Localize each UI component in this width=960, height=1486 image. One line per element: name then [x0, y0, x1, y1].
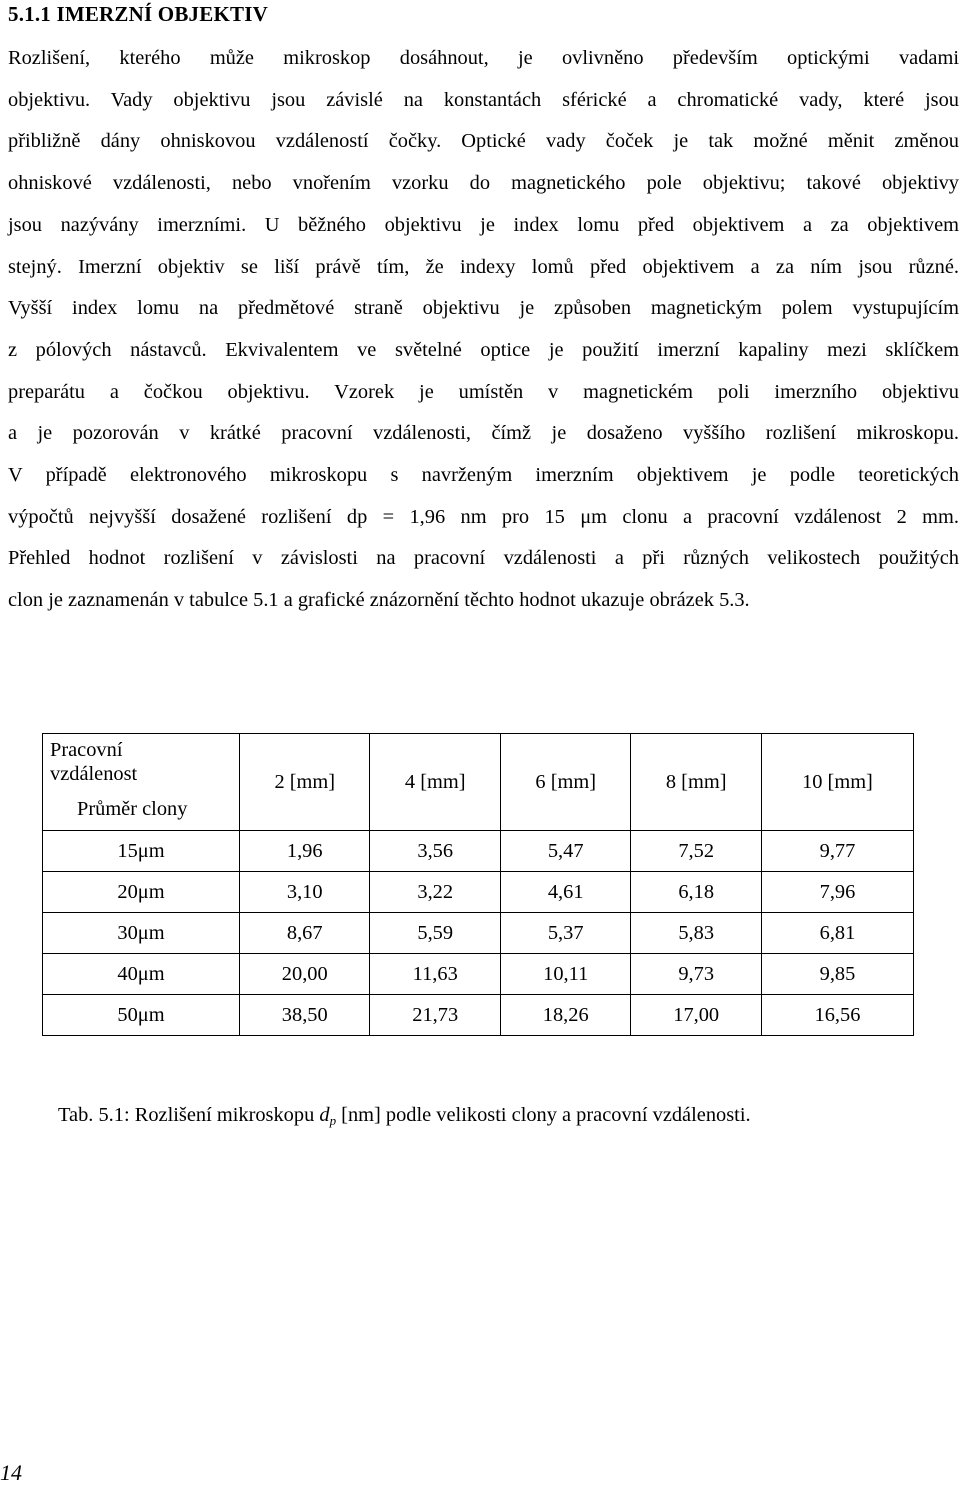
paragraph-line: Rozlišení, kterého může mikroskop dosáhnout, je ovlivněno především optickými vadami — [8, 47, 959, 69]
table-cell: 18,26 — [500, 995, 630, 1036]
table-cell: 6,18 — [631, 872, 761, 913]
column-header: 6 [mm] — [500, 734, 630, 831]
paragraph-line: Přehled hodnot rozlišení v závislosti na pracovní vzdálenosti a při různých velikostech použitých — [8, 547, 959, 570]
table-cell: 21,73 — [370, 995, 500, 1036]
section-heading: 5.1.1 IMERZNÍ OBJEKTIV — [8, 2, 268, 26]
table-cell: 5,59 — [370, 913, 500, 954]
paragraph-line: clon je zaznamenán v tabulce 5.1 a grafické znázornění těchto hodnot ukazuje obrázek 5.3. — [8, 589, 750, 612]
table-corner-cell — [43, 734, 240, 831]
caption-subscript: p — [329, 1113, 337, 1128]
table-cell: 38,50 — [240, 995, 370, 1036]
table-cell: 5,37 — [500, 913, 630, 954]
row-label: 40μm — [43, 954, 240, 995]
corner-label-working-distance-2: vzdálenost — [50, 763, 138, 785]
table-row — [43, 995, 914, 1036]
table-cell: 3,56 — [370, 831, 500, 872]
table-cell: 8,67 — [240, 913, 370, 954]
table-cell: 4,61 — [500, 872, 630, 913]
table-cell: 9,77 — [761, 831, 913, 872]
corner-label-working-distance: Pracovní — [50, 739, 123, 761]
paragraph-line: V případě elektronového mikroskopu s navrženým imerzním objektivem je podle teoretických — [8, 464, 959, 487]
corner-label-aperture-diameter: Průměr clony — [77, 798, 188, 820]
row-label: 15μm — [43, 831, 240, 872]
table-cell: 11,63 — [370, 954, 500, 995]
table-cell: 7,96 — [761, 872, 913, 913]
row-label: 50μm — [43, 995, 240, 1036]
table-cell: 5,83 — [631, 913, 761, 954]
caption-symbol: d — [319, 1104, 330, 1126]
resolution-table — [42, 733, 914, 1036]
paragraph-line: Vyšší index lomu na předmětové straně objektivu je způsoben magnetickým polem vystupujícím — [8, 297, 959, 320]
table-cell: 7,52 — [631, 831, 761, 872]
column-header: 10 [mm] — [761, 734, 913, 831]
table-cell: 5,47 — [500, 831, 630, 872]
paragraph-line: jsou nazývány imerzními. U běžného objektivu je index lomu před objektivem a za objektivem — [8, 213, 959, 236]
table-header-row — [43, 734, 914, 831]
row-label: 30μm — [43, 913, 240, 954]
body-paragraph — [8, 38, 959, 622]
table-caption — [58, 1104, 751, 1129]
paragraph-line: z pólových nástavců. Ekvivalentem ve světelné optice je použití imerzní kapaliny mezi sklíčkem — [8, 338, 959, 361]
table-cell: 17,00 — [631, 995, 761, 1036]
table-cell: 9,73 — [631, 954, 761, 995]
caption-suffix: [nm] podle velikosti clony a pracovní vzdálenosti. — [336, 1104, 751, 1126]
page-number: 14 — [0, 1460, 22, 1485]
table-cell: 6,81 — [761, 913, 913, 954]
paragraph-line: ohniskové vzdálenosti, nebo vnořením vzorku do magnetického pole objektivu; takové objektivy — [8, 172, 959, 195]
paragraph-line: stejný. Imerzní objektiv se liší právě tím, že indexy lomů před objektivem a za ním jsou různé. — [8, 255, 959, 278]
table-cell: 3,10 — [240, 872, 370, 913]
table-row — [43, 913, 914, 954]
table-row — [43, 831, 914, 872]
caption-prefix: Tab. 5.1: Rozlišení mikroskopu — [58, 1104, 320, 1126]
paragraph-line: preparátu a čočkou objektivu. Vzorek je umístěn v magnetickém poli imerzního objektivu — [8, 380, 959, 403]
column-header: 4 [mm] — [370, 734, 500, 831]
paragraph-line: výpočtů nejvyšší dosažené rozlišení dp = 1,96 nm pro 15 μm clonu a pracovní vzdálenost 2 mm. — [8, 505, 959, 528]
table-cell: 3,22 — [370, 872, 500, 913]
table-row — [43, 954, 914, 995]
paragraph-line: a je pozorován v krátké pracovní vzdálenosti, čímž je dosaženo vyššího rozlišení mikroskopu. — [8, 422, 959, 445]
paragraph-line: přibližně dány ohniskovou vzdáleností čočky. Optické vady čoček je tak možné měnit změnou — [8, 130, 959, 153]
table-cell: 1,96 — [240, 831, 370, 872]
table-cell: 10,11 — [500, 954, 630, 995]
table-row — [43, 872, 914, 913]
paragraph-line: objektivu. Vady objektivu jsou závislé na konstantách sférické a chromatické vady, které jsou — [8, 88, 959, 111]
column-header: 2 [mm] — [240, 734, 370, 831]
table-cell: 20,00 — [240, 954, 370, 995]
table-cell: 16,56 — [761, 995, 913, 1036]
row-label: 20μm — [43, 872, 240, 913]
table-cell: 9,85 — [761, 954, 913, 995]
column-header: 8 [mm] — [631, 734, 761, 831]
